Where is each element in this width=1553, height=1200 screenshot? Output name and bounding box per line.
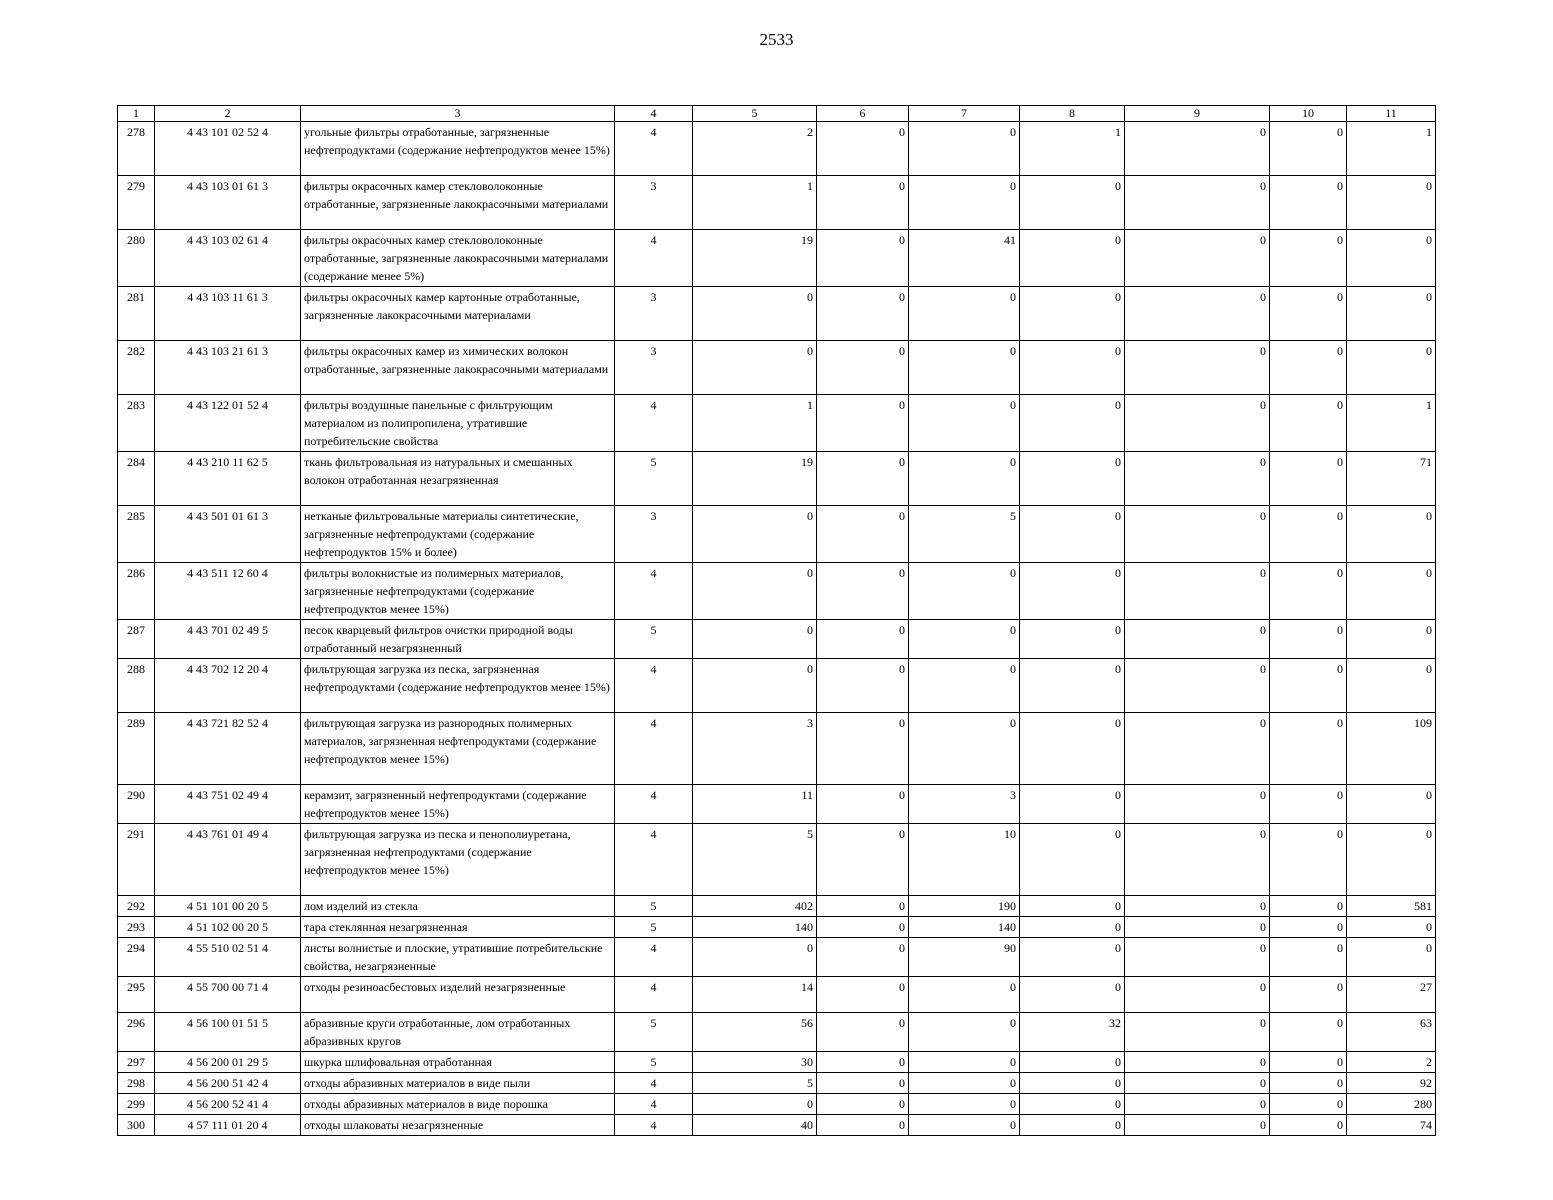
waste-code: 4 43 501 01 61 3 — [155, 506, 301, 563]
value-col-11: 0 — [1347, 176, 1436, 230]
value-col-7: 0 — [909, 1073, 1020, 1094]
value-col-10: 0 — [1270, 977, 1347, 1013]
value-col-9: 0 — [1125, 563, 1270, 620]
table-row — [118, 1094, 1436, 1115]
page-number: 2533 — [759, 30, 794, 49]
column-header-2: 2 — [155, 106, 301, 122]
waste-code: 4 56 200 52 41 4 — [155, 1094, 301, 1115]
value-col-5: 19 — [693, 230, 817, 287]
value-col-10: 0 — [1270, 176, 1347, 230]
column-header-7: 7 — [909, 106, 1020, 122]
table-row — [118, 341, 1436, 395]
value-col-11: 0 — [1347, 506, 1436, 563]
value-col-9: 0 — [1125, 896, 1270, 917]
value-col-7: 3 — [909, 785, 1020, 824]
value-col-11: 0 — [1347, 287, 1436, 341]
value-col-6: 0 — [817, 122, 909, 176]
waste-code: 4 43 103 21 61 3 — [155, 341, 301, 395]
hazard-class: 4 — [615, 1094, 693, 1115]
waste-code: 4 43 103 02 61 4 — [155, 230, 301, 287]
value-col-5: 0 — [693, 506, 817, 563]
value-col-7: 0 — [909, 395, 1020, 452]
row-number: 289 — [118, 713, 155, 785]
column-header-6: 6 — [817, 106, 909, 122]
value-col-7: 0 — [909, 341, 1020, 395]
value-col-9: 0 — [1125, 785, 1270, 824]
value-col-10: 0 — [1270, 1052, 1347, 1073]
waste-code: 4 43 103 01 61 3 — [155, 176, 301, 230]
value-col-5: 0 — [693, 1094, 817, 1115]
value-col-7: 10 — [909, 824, 1020, 896]
value-col-11: 0 — [1347, 563, 1436, 620]
value-col-10: 0 — [1270, 506, 1347, 563]
table-row — [118, 620, 1436, 659]
row-number: 293 — [118, 917, 155, 938]
value-col-9: 0 — [1125, 1115, 1270, 1136]
waste-name: абразивные круги отработанные, лом отработанных абразивных кругов — [301, 1013, 615, 1052]
hazard-class: 4 — [615, 230, 693, 287]
value-col-10: 0 — [1270, 713, 1347, 785]
hazard-class: 5 — [615, 917, 693, 938]
value-col-8: 0 — [1020, 896, 1125, 917]
waste-name: фильтрующая загрузка из песка, загрязненная нефтепродуктами (содержание нефтепродуктов менее 15%) — [301, 659, 615, 713]
hazard-class: 4 — [615, 122, 693, 176]
table-row — [118, 713, 1436, 785]
table-body — [118, 122, 1436, 1136]
value-col-10: 0 — [1270, 896, 1347, 917]
column-header-11: 11 — [1347, 106, 1436, 122]
column-header-10: 10 — [1270, 106, 1347, 122]
column-header-4: 4 — [615, 106, 693, 122]
value-col-9: 0 — [1125, 917, 1270, 938]
value-col-9: 0 — [1125, 506, 1270, 563]
column-header-5: 5 — [693, 106, 817, 122]
value-col-10: 0 — [1270, 917, 1347, 938]
value-col-6: 0 — [817, 230, 909, 287]
table-row — [118, 917, 1436, 938]
value-col-8: 0 — [1020, 506, 1125, 563]
value-col-8: 0 — [1020, 563, 1125, 620]
value-col-5: 0 — [693, 341, 817, 395]
value-col-9: 0 — [1125, 824, 1270, 896]
value-col-5: 5 — [693, 1073, 817, 1094]
value-col-8: 0 — [1020, 287, 1125, 341]
value-col-9: 0 — [1125, 452, 1270, 506]
waste-name: фильтрующая загрузка из песка и пенополиуретана, загрязненная нефтепродуктами (содержание нефтепродуктов менее 15%) — [301, 824, 615, 896]
waste-code: 4 43 103 11 61 3 — [155, 287, 301, 341]
waste-code: 4 43 721 82 52 4 — [155, 713, 301, 785]
value-col-9: 0 — [1125, 341, 1270, 395]
value-col-6: 0 — [817, 395, 909, 452]
value-col-10: 0 — [1270, 230, 1347, 287]
value-col-8: 0 — [1020, 917, 1125, 938]
hazard-class: 3 — [615, 287, 693, 341]
value-col-11: 63 — [1347, 1013, 1436, 1052]
table-row — [118, 1115, 1436, 1136]
value-col-7: 190 — [909, 896, 1020, 917]
value-col-11: 280 — [1347, 1094, 1436, 1115]
value-col-5: 3 — [693, 713, 817, 785]
waste-code: 4 43 701 02 49 5 — [155, 620, 301, 659]
value-col-8: 0 — [1020, 1094, 1125, 1115]
value-col-7: 0 — [909, 977, 1020, 1013]
waste-name: фильтры волокнистые из полимерных материалов, загрязненные нефтепродуктами (содержание нефтепродуктов менее 15%) — [301, 563, 615, 620]
waste-table — [117, 105, 1436, 1136]
value-col-10: 0 — [1270, 452, 1347, 506]
value-col-7: 0 — [909, 1115, 1020, 1136]
value-col-10: 0 — [1270, 1094, 1347, 1115]
column-header-8: 8 — [1020, 106, 1125, 122]
value-col-11: 74 — [1347, 1115, 1436, 1136]
value-col-9: 0 — [1125, 395, 1270, 452]
value-col-7: 0 — [909, 659, 1020, 713]
header-row — [118, 106, 1436, 122]
value-col-8: 0 — [1020, 1073, 1125, 1094]
table-row — [118, 1073, 1436, 1094]
value-col-5: 14 — [693, 977, 817, 1013]
waste-code: 4 43 511 12 60 4 — [155, 563, 301, 620]
row-number: 287 — [118, 620, 155, 659]
value-col-5: 40 — [693, 1115, 817, 1136]
value-col-6: 0 — [817, 563, 909, 620]
value-col-11: 2 — [1347, 1052, 1436, 1073]
hazard-class: 4 — [615, 938, 693, 977]
value-col-11: 0 — [1347, 938, 1436, 977]
value-col-11: 71 — [1347, 452, 1436, 506]
value-col-10: 0 — [1270, 122, 1347, 176]
value-col-7: 0 — [909, 620, 1020, 659]
value-col-6: 0 — [817, 452, 909, 506]
value-col-5: 2 — [693, 122, 817, 176]
waste-name: керамзит, загрязненный нефтепродуктами (содержание нефтепродуктов менее 15%) — [301, 785, 615, 824]
table-row — [118, 287, 1436, 341]
waste-name: отходы абразивных материалов в виде порошка — [301, 1094, 615, 1115]
value-col-10: 0 — [1270, 341, 1347, 395]
value-col-8: 0 — [1020, 395, 1125, 452]
value-col-11: 0 — [1347, 785, 1436, 824]
waste-name: песок кварцевый фильтров очистки природной воды отработанный незагрязненный — [301, 620, 615, 659]
row-number: 278 — [118, 122, 155, 176]
waste-code: 4 57 111 01 20 4 — [155, 1115, 301, 1136]
value-col-6: 0 — [817, 917, 909, 938]
value-col-7: 90 — [909, 938, 1020, 977]
value-col-7: 0 — [909, 1094, 1020, 1115]
value-col-6: 0 — [817, 938, 909, 977]
value-col-8: 0 — [1020, 977, 1125, 1013]
value-col-10: 0 — [1270, 287, 1347, 341]
value-col-8: 0 — [1020, 659, 1125, 713]
value-col-6: 0 — [817, 1115, 909, 1136]
waste-name: фильтры воздушные панельные с фильтрующим материалом из полипропилена, утратившие потребительские свойства — [301, 395, 615, 452]
value-col-10: 0 — [1270, 563, 1347, 620]
value-col-11: 0 — [1347, 230, 1436, 287]
waste-name: тара стеклянная незагрязненная — [301, 917, 615, 938]
value-col-10: 0 — [1270, 938, 1347, 977]
waste-code: 4 55 700 00 71 4 — [155, 977, 301, 1013]
value-col-9: 0 — [1125, 1052, 1270, 1073]
value-col-7: 0 — [909, 1052, 1020, 1073]
waste-code: 4 51 102 00 20 5 — [155, 917, 301, 938]
value-col-6: 0 — [817, 287, 909, 341]
hazard-class: 5 — [615, 452, 693, 506]
value-col-10: 0 — [1270, 395, 1347, 452]
value-col-5: 140 — [693, 917, 817, 938]
waste-code: 4 43 101 02 52 4 — [155, 122, 301, 176]
value-col-5: 19 — [693, 452, 817, 506]
value-col-6: 0 — [817, 824, 909, 896]
value-col-9: 0 — [1125, 620, 1270, 659]
row-number: 286 — [118, 563, 155, 620]
value-col-8: 0 — [1020, 1052, 1125, 1073]
value-col-11: 1 — [1347, 122, 1436, 176]
value-col-10: 0 — [1270, 1115, 1347, 1136]
value-col-11: 0 — [1347, 341, 1436, 395]
hazard-class: 5 — [615, 896, 693, 917]
value-col-11: 1 — [1347, 395, 1436, 452]
row-number: 297 — [118, 1052, 155, 1073]
value-col-10: 0 — [1270, 620, 1347, 659]
row-number: 279 — [118, 176, 155, 230]
value-col-8: 0 — [1020, 620, 1125, 659]
value-col-9: 0 — [1125, 176, 1270, 230]
hazard-class: 5 — [615, 1013, 693, 1052]
value-col-7: 0 — [909, 1013, 1020, 1052]
value-col-11: 0 — [1347, 824, 1436, 896]
value-col-10: 0 — [1270, 824, 1347, 896]
hazard-class: 5 — [615, 1052, 693, 1073]
hazard-class: 3 — [615, 506, 693, 563]
value-col-5: 0 — [693, 659, 817, 713]
value-col-8: 0 — [1020, 824, 1125, 896]
row-number: 296 — [118, 1013, 155, 1052]
value-col-9: 0 — [1125, 938, 1270, 977]
value-col-9: 0 — [1125, 230, 1270, 287]
table-row — [118, 659, 1436, 713]
value-col-9: 0 — [1125, 659, 1270, 713]
value-col-9: 0 — [1125, 1013, 1270, 1052]
waste-code: 4 43 761 01 49 4 — [155, 824, 301, 896]
table-row — [118, 938, 1436, 977]
table-row — [118, 122, 1436, 176]
value-col-8: 0 — [1020, 341, 1125, 395]
waste-name: фильтрующая загрузка из разнородных полимерных материалов, загрязненная нефтепродуктами (содержание нефтепродуктов менее 15%) — [301, 713, 615, 785]
value-col-6: 0 — [817, 1013, 909, 1052]
value-col-10: 0 — [1270, 659, 1347, 713]
value-col-10: 0 — [1270, 785, 1347, 824]
value-col-5: 402 — [693, 896, 817, 917]
value-col-5: 0 — [693, 620, 817, 659]
waste-name: фильтры окрасочных камер картонные отработанные, загрязненные лакокрасочными материалами — [301, 287, 615, 341]
value-col-5: 1 — [693, 176, 817, 230]
row-number: 295 — [118, 977, 155, 1013]
table-row — [118, 563, 1436, 620]
value-col-6: 0 — [817, 341, 909, 395]
waste-code: 4 51 101 00 20 5 — [155, 896, 301, 917]
value-col-7: 140 — [909, 917, 1020, 938]
waste-name: отходы резиноасбестовых изделий незагрязненные — [301, 977, 615, 1013]
value-col-9: 0 — [1125, 713, 1270, 785]
waste-name: фильтры окрасочных камер из химических волокон отработанные, загрязненные лакокрасочными материалами — [301, 341, 615, 395]
waste-code: 4 43 210 11 62 5 — [155, 452, 301, 506]
value-col-5: 5 — [693, 824, 817, 896]
value-col-10: 0 — [1270, 1073, 1347, 1094]
value-col-11: 92 — [1347, 1073, 1436, 1094]
value-col-7: 0 — [909, 122, 1020, 176]
value-col-8: 32 — [1020, 1013, 1125, 1052]
hazard-class: 4 — [615, 1073, 693, 1094]
value-col-8: 0 — [1020, 452, 1125, 506]
column-header-3: 3 — [301, 106, 615, 122]
value-col-6: 0 — [817, 176, 909, 230]
value-col-6: 0 — [817, 896, 909, 917]
row-number: 292 — [118, 896, 155, 917]
row-number: 285 — [118, 506, 155, 563]
table-row — [118, 506, 1436, 563]
hazard-class: 5 — [615, 620, 693, 659]
value-col-11: 109 — [1347, 713, 1436, 785]
waste-name: ткань фильтровальная из натуральных и смешанных волокон отработанная незагрязненная — [301, 452, 615, 506]
hazard-class: 4 — [615, 563, 693, 620]
waste-name: листы волнистые и плоские, утратившие потребительские свойства, незагрязненные — [301, 938, 615, 977]
waste-code: 4 56 200 01 29 5 — [155, 1052, 301, 1073]
waste-name: отходы шлаковаты незагрязненные — [301, 1115, 615, 1136]
waste-name: шкурка шлифовальная отработанная — [301, 1052, 615, 1073]
hazard-class: 3 — [615, 341, 693, 395]
value-col-8: 0 — [1020, 713, 1125, 785]
value-col-5: 56 — [693, 1013, 817, 1052]
table-row — [118, 452, 1436, 506]
table-row — [118, 176, 1436, 230]
value-col-6: 0 — [817, 1073, 909, 1094]
waste-name: отходы абразивных материалов в виде пыли — [301, 1073, 615, 1094]
hazard-class: 4 — [615, 977, 693, 1013]
row-number: 288 — [118, 659, 155, 713]
value-col-9: 0 — [1125, 287, 1270, 341]
value-col-8: 0 — [1020, 230, 1125, 287]
value-col-7: 0 — [909, 287, 1020, 341]
value-col-5: 0 — [693, 938, 817, 977]
hazard-class: 4 — [615, 824, 693, 896]
table-row — [118, 977, 1436, 1013]
value-col-8: 0 — [1020, 938, 1125, 977]
hazard-class: 4 — [615, 713, 693, 785]
value-col-5: 11 — [693, 785, 817, 824]
value-col-5: 0 — [693, 287, 817, 341]
value-col-5: 30 — [693, 1052, 817, 1073]
value-col-6: 0 — [817, 1052, 909, 1073]
value-col-8: 1 — [1020, 122, 1125, 176]
row-number: 282 — [118, 341, 155, 395]
table-row — [118, 896, 1436, 917]
value-col-8: 0 — [1020, 785, 1125, 824]
hazard-class: 4 — [615, 1115, 693, 1136]
row-number: 299 — [118, 1094, 155, 1115]
value-col-8: 0 — [1020, 1115, 1125, 1136]
value-col-5: 0 — [693, 563, 817, 620]
hazard-class: 4 — [615, 395, 693, 452]
row-number: 291 — [118, 824, 155, 896]
row-number: 283 — [118, 395, 155, 452]
hazard-class: 4 — [615, 785, 693, 824]
waste-code: 4 43 702 12 20 4 — [155, 659, 301, 713]
value-col-9: 0 — [1125, 1094, 1270, 1115]
value-col-9: 0 — [1125, 977, 1270, 1013]
row-number: 294 — [118, 938, 155, 977]
value-col-6: 0 — [817, 659, 909, 713]
table-row — [118, 1013, 1436, 1052]
value-col-11: 0 — [1347, 620, 1436, 659]
value-col-6: 0 — [817, 620, 909, 659]
row-number: 298 — [118, 1073, 155, 1094]
hazard-class: 4 — [615, 659, 693, 713]
table-row — [118, 395, 1436, 452]
value-col-7: 41 — [909, 230, 1020, 287]
row-number: 300 — [118, 1115, 155, 1136]
value-col-6: 0 — [817, 506, 909, 563]
column-header-1: 1 — [118, 106, 155, 122]
value-col-6: 0 — [817, 713, 909, 785]
value-col-9: 0 — [1125, 1073, 1270, 1094]
value-col-10: 0 — [1270, 1013, 1347, 1052]
value-col-11: 27 — [1347, 977, 1436, 1013]
waste-name: фильтры окрасочных камер стекловолоконные отработанные, загрязненные лакокрасочными материалами (содержание менее 5%) — [301, 230, 615, 287]
hazard-class: 3 — [615, 176, 693, 230]
value-col-6: 0 — [817, 977, 909, 1013]
table-row — [118, 824, 1436, 896]
value-col-7: 0 — [909, 176, 1020, 230]
table-row — [118, 785, 1436, 824]
waste-code: 4 56 200 51 42 4 — [155, 1073, 301, 1094]
row-number: 281 — [118, 287, 155, 341]
value-col-7: 0 — [909, 563, 1020, 620]
waste-code: 4 55 510 02 51 4 — [155, 938, 301, 977]
waste-code: 4 43 122 01 52 4 — [155, 395, 301, 452]
value-col-7: 0 — [909, 713, 1020, 785]
waste-name: фильтры окрасочных камер стекловолоконные отработанные, загрязненные лакокрасочными материалами — [301, 176, 615, 230]
row-number: 290 — [118, 785, 155, 824]
value-col-6: 0 — [817, 1094, 909, 1115]
waste-code: 4 43 751 02 49 4 — [155, 785, 301, 824]
waste-name: нетканые фильтровальные материалы синтетические, загрязненные нефтепродуктами (содержание нефтепродуктов 15% и более) — [301, 506, 615, 563]
column-header-9: 9 — [1125, 106, 1270, 122]
value-col-11: 0 — [1347, 659, 1436, 713]
value-col-5: 1 — [693, 395, 817, 452]
value-col-9: 0 — [1125, 122, 1270, 176]
row-number: 280 — [118, 230, 155, 287]
value-col-11: 581 — [1347, 896, 1436, 917]
value-col-7: 0 — [909, 452, 1020, 506]
row-number: 284 — [118, 452, 155, 506]
value-col-8: 0 — [1020, 176, 1125, 230]
value-col-6: 0 — [817, 785, 909, 824]
table-row — [118, 230, 1436, 287]
waste-name: лом изделий из стекла — [301, 896, 615, 917]
table-row — [118, 1052, 1436, 1073]
waste-name: угольные фильтры отработанные, загрязненные нефтепродуктами (содержание нефтепродуктов менее 15%) — [301, 122, 615, 176]
waste-code: 4 56 100 01 51 5 — [155, 1013, 301, 1052]
value-col-7: 5 — [909, 506, 1020, 563]
value-col-11: 0 — [1347, 917, 1436, 938]
